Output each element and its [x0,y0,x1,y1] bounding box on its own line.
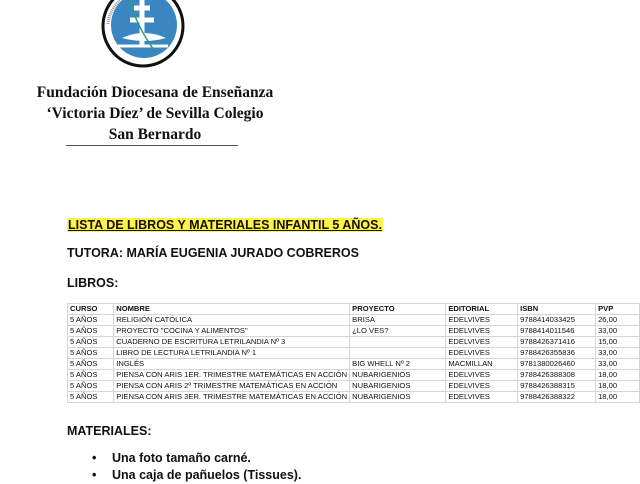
cell-proyecto: ¿LO VES? [350,326,446,337]
organization-name [0,82,310,145]
cell-proyecto: BRISA [350,315,446,326]
cell-editorial: EDELVIVES [446,337,518,348]
cell-pvp: 33,00 [596,359,640,370]
header-proyecto: PROYECTO [350,304,446,315]
cell-proyecto: NUBARIGENIOS [350,392,446,403]
table-row [68,370,640,381]
cell-nombre: INGLÉS [114,359,350,370]
cell-curso: 5 AÑOS [68,359,114,370]
table-row [68,337,640,348]
header-divider [66,145,238,146]
cell-pvp: 18,00 [596,381,640,392]
table-row [68,326,640,337]
cell-pvp: 15,00 [596,337,640,348]
cell-editorial: EDELVIVES [446,315,518,326]
header-pvp: PVP [596,304,640,315]
tutor-line: TUTORA: MARÍA EUGENIA JURADO COBREROS [67,246,359,260]
cell-nombre: LIBRO DE LECTURA LETRILANDIA Nº 1 [114,348,350,359]
header-isbn: ISBN [518,304,596,315]
cell-isbn: 9781380026460 [518,359,596,370]
list-item: • Una foto tamaño carné. [92,450,301,467]
cell-nombre: CUADERNO DE ESCRITURA LETRILANDIA Nº 3 [114,337,350,348]
cell-editorial: EDELVIVES [446,348,518,359]
cell-proyecto: NUBARIGENIOS [350,381,446,392]
books-table [67,303,640,403]
org-line-3: San Bernardo [108,126,202,143]
cell-curso: 5 AÑOS [68,326,114,337]
cell-curso: 5 AÑOS [68,315,114,326]
table-row [68,359,640,370]
cell-pvp: 33,00 [596,326,640,337]
document-title: LISTA DE LIBROS Y MATERIALES INFANTIL 5 AÑOS. [68,218,382,232]
cell-proyecto [350,348,446,359]
cell-isbn: 9788426388322 [518,392,596,403]
cell-nombre: PIENSA CON ARIS 3ER. TRIMESTRE MATEMÁTICAS EN ACCIÓN [114,392,350,403]
cell-pvp: 18,00 [596,370,640,381]
table-row [68,392,640,403]
diocesan-logo-icon [98,0,188,72]
cell-editorial: EDELVIVES [446,326,518,337]
cell-editorial: EDELVIVES [446,370,518,381]
cell-isbn: 9788426388308 [518,370,596,381]
cell-pvp: 26,00 [596,315,640,326]
list-item: • Una caja de pañuelos (Tissues). [92,467,301,484]
materials-heading: MATERIALES: [67,424,152,438]
cell-proyecto: BIG WHELL Nº 2 [350,359,446,370]
cell-nombre: PIENSA CON ARIS 1ER. TRIMESTRE MATEMÁTICAS EN ACCIÓN [114,370,350,381]
header-curso: CURSO [68,304,114,315]
cell-isbn: 9788414011546 [518,326,596,337]
header-nombre: NOMBRE [114,304,350,315]
cell-isbn: 9788426371416 [518,337,596,348]
header-editorial: EDITORIAL [446,304,518,315]
table-row [68,381,640,392]
table-row [68,315,640,326]
cell-nombre: PROYECTO "COCINA Y ALIMENTOS" [114,326,350,337]
cell-pvp: 18,00 [596,392,640,403]
cell-curso: 5 AÑOS [68,337,114,348]
org-line-1: Fundación Diocesana de Enseñanza [36,84,274,101]
cell-curso: 5 AÑOS [68,348,114,359]
cell-curso: 5 AÑOS [68,392,114,403]
cell-isbn: 9788426355836 [518,348,596,359]
org-line-2: ‘Victoria Díez’ de Sevilla Colegio [46,105,264,122]
cell-nombre: PIENSA CON ARIS 2º TRIMESTRE MATEMÁTICAS EN ACCIÓN [114,381,350,392]
table-header-row [68,304,640,315]
cell-editorial: EDELVIVES [446,381,518,392]
materials-list [92,450,301,484]
cell-nombre: RELIGIÓN CATÓLICA [114,315,350,326]
cell-isbn: 9788426388315 [518,381,596,392]
cell-editorial: MACMILLAN [446,359,518,370]
cell-proyecto: NUBARIGENIOS [350,370,446,381]
cell-proyecto [350,337,446,348]
table-row [68,348,640,359]
cell-editorial: EDELVIVES [446,392,518,403]
cell-curso: 5 AÑOS [68,370,114,381]
cell-pvp: 33,00 [596,348,640,359]
books-heading: LIBROS: [67,276,119,290]
cell-curso: 5 AÑOS [68,381,114,392]
cell-isbn: 9788414033425 [518,315,596,326]
